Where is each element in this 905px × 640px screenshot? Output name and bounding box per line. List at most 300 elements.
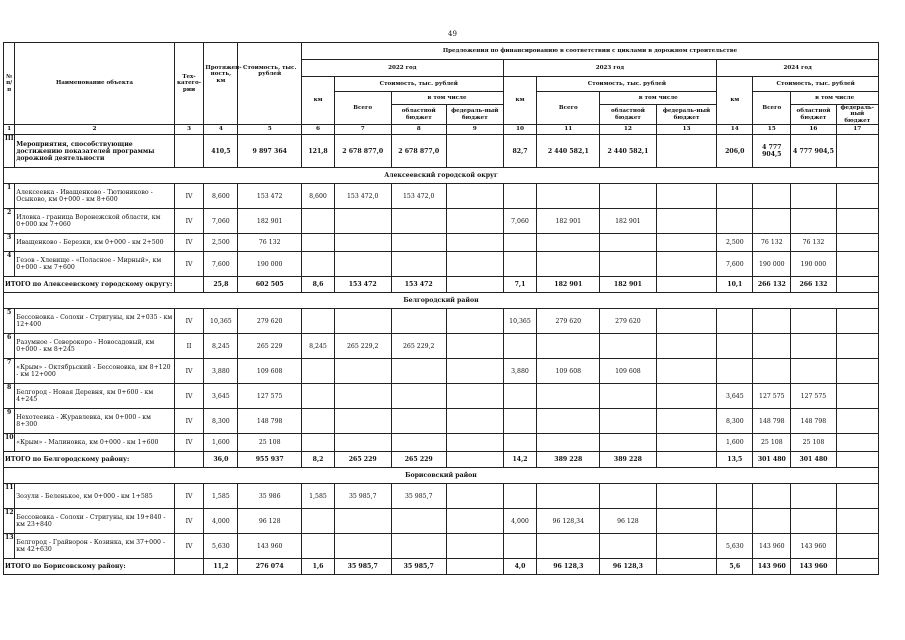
table-cell: [656, 359, 717, 384]
table-cell: [753, 209, 791, 234]
table-cell: [836, 359, 878, 384]
table-cell: 5,6: [717, 559, 753, 575]
table-cell: [447, 277, 504, 293]
table-cell: 3,645: [204, 384, 238, 409]
object-name: Разумное - Северокоро - Новосадовый, км 0+000 - км 8+245: [15, 334, 174, 359]
header-year-2022: 2022 год: [302, 60, 503, 77]
table-cell: 11,2: [204, 559, 238, 575]
table-cell: IV: [174, 359, 204, 384]
table-cell: [600, 534, 657, 559]
total-row: [4, 452, 879, 468]
table-cell: [302, 309, 335, 334]
table-cell: 301 480: [791, 452, 836, 468]
table-row: [4, 334, 879, 359]
table-cell: 265 229: [334, 452, 391, 468]
header-year-2024: 2024 год: [717, 60, 879, 77]
table-cell: [753, 309, 791, 334]
column-number: 3: [174, 125, 204, 135]
table-cell: [836, 452, 878, 468]
table-cell: [656, 135, 717, 168]
table-cell: [600, 252, 657, 277]
table-cell: [537, 252, 600, 277]
object-name: Алексеевка - Иващенково - Тютюниково - Осыково, км 0+000 - км 8+600: [15, 184, 174, 209]
table-cell: 2 440 582,1: [600, 135, 657, 168]
table-cell: [391, 234, 447, 252]
table-cell: 7,1: [503, 277, 537, 293]
table-cell: 1,6: [302, 559, 335, 575]
page-number: 49: [448, 30, 457, 38]
table-cell: [302, 209, 335, 234]
table-cell: [447, 334, 504, 359]
table-cell: [656, 277, 717, 293]
table-cell: [836, 135, 878, 168]
table-cell: [447, 559, 504, 575]
table-cell: [791, 309, 836, 334]
table-cell: 7,060: [503, 209, 537, 234]
table-cell: 25 108: [238, 434, 302, 452]
table-cell: 190 000: [791, 252, 836, 277]
header-regional-2023: областной бюджет: [600, 105, 657, 125]
table-cell: [656, 184, 717, 209]
table-cell: [791, 359, 836, 384]
table-cell: [600, 434, 657, 452]
column-number: 1: [4, 125, 15, 135]
table-cell: [656, 409, 717, 434]
table-cell: [836, 409, 878, 434]
table-cell: 35 985,7: [391, 559, 447, 575]
table-cell: [836, 384, 878, 409]
row-number: 1: [4, 184, 15, 209]
table-cell: [302, 409, 335, 434]
header-regional-2022: областной бюджет: [391, 105, 447, 125]
header-km-2023: км: [503, 77, 537, 125]
table-cell: [503, 534, 537, 559]
table-cell: IV: [174, 509, 204, 534]
table-cell: II: [174, 334, 204, 359]
header-cost-2022: Стоимость, тыс. рублей: [334, 77, 503, 92]
table-cell: 190 000: [753, 252, 791, 277]
table-cell: [503, 252, 537, 277]
table-cell: 76 132: [238, 234, 302, 252]
object-name: «Крым» - Малиновка, км 0+000 - км 1+600: [15, 434, 174, 452]
table-cell: 10,365: [204, 309, 238, 334]
table-cell: 7,600: [204, 252, 238, 277]
table-cell: 109 608: [537, 359, 600, 384]
table-cell: 82,7: [503, 135, 537, 168]
table-cell: [791, 209, 836, 234]
table-cell: 7,600: [717, 252, 753, 277]
table-cell: [447, 452, 504, 468]
table-cell: IV: [174, 252, 204, 277]
table-cell: 1,585: [204, 484, 238, 509]
table-cell: 206,0: [717, 135, 753, 168]
table-cell: [656, 309, 717, 334]
table-cell: 35 985,7: [334, 484, 391, 509]
table-cell: 127 575: [238, 384, 302, 409]
table-cell: [503, 184, 537, 209]
table-cell: [656, 209, 717, 234]
table-cell: 182 901: [600, 277, 657, 293]
row-number: 6: [4, 334, 15, 359]
table-cell: [334, 252, 391, 277]
table-cell: 8,245: [302, 334, 335, 359]
column-number: 6: [302, 125, 335, 135]
table-cell: 389 228: [537, 452, 600, 468]
table-cell: [600, 484, 657, 509]
table-cell: [174, 452, 204, 468]
table-cell: [717, 184, 753, 209]
row-number: 11: [4, 484, 15, 509]
table-cell: [836, 309, 878, 334]
column-numbers-row: [4, 125, 879, 135]
table-body: [4, 125, 879, 575]
table-cell: [600, 184, 657, 209]
table-cell: IV: [174, 209, 204, 234]
object-name: Нехотеевка - Журавлевка, км 0+000 - км 8+300: [15, 409, 174, 434]
table-cell: 148 798: [791, 409, 836, 434]
table-cell: 276 074: [238, 559, 302, 575]
table-cell: 279 620: [537, 309, 600, 334]
row-number: 13: [4, 534, 15, 559]
table-cell: 76 132: [791, 234, 836, 252]
column-number: 5: [238, 125, 302, 135]
table-cell: [537, 384, 600, 409]
header-proposals: Предложения по финансированию в соответствии с циклами в дорожном строительстве: [302, 43, 879, 60]
table-cell: [656, 434, 717, 452]
table-cell: [600, 334, 657, 359]
table-cell: 35 985,7: [391, 484, 447, 509]
table-cell: [447, 309, 504, 334]
table-cell: 4,000: [204, 509, 238, 534]
table-cell: 153 472,0: [334, 184, 391, 209]
table-cell: [753, 334, 791, 359]
table-cell: [717, 209, 753, 234]
table-cell: 25,8: [204, 277, 238, 293]
table-cell: [600, 409, 657, 434]
table-cell: 955 937: [238, 452, 302, 468]
table-cell: [753, 184, 791, 209]
table-cell: [174, 277, 204, 293]
table-cell: [656, 334, 717, 359]
table-cell: [656, 252, 717, 277]
table-row: [4, 384, 879, 409]
object-name: Белгород - Грайворон - Козинка, км 37+000 - км 42+630: [15, 534, 174, 559]
table-cell: 8,245: [204, 334, 238, 359]
column-number: 8: [391, 125, 447, 135]
header-incl-2024: в том числе: [791, 92, 879, 105]
table-cell: [447, 409, 504, 434]
table-cell: [753, 484, 791, 509]
total-row: [4, 559, 879, 575]
section-row: [4, 293, 879, 309]
table-cell: 127 575: [791, 384, 836, 409]
table-cell: [600, 384, 657, 409]
table-cell: [503, 409, 537, 434]
table-cell: [447, 434, 504, 452]
table-cell: 8,600: [204, 184, 238, 209]
table-cell: 96 128,3: [600, 559, 657, 575]
table-cell: 265 229: [238, 334, 302, 359]
table-cell: 153 472: [391, 277, 447, 293]
table-cell: [537, 184, 600, 209]
table-cell: 8,300: [204, 409, 238, 434]
table-cell: 389 228: [600, 452, 657, 468]
table-cell: 265 229,2: [334, 334, 391, 359]
table-cell: 36,0: [204, 452, 238, 468]
header-length: Протяжен-ность, км: [204, 43, 238, 125]
table-cell: [836, 277, 878, 293]
table-cell: 35 986: [238, 484, 302, 509]
table-cell: [174, 135, 204, 168]
table-cell: 109 608: [238, 359, 302, 384]
table-cell: [391, 534, 447, 559]
header-year-2023: 2023 год: [503, 60, 717, 77]
table-cell: 182 901: [238, 209, 302, 234]
table-cell: 121,8: [302, 135, 335, 168]
table-cell: [447, 484, 504, 509]
column-number: 12: [600, 125, 657, 135]
total-row: [4, 277, 879, 293]
table-cell: [503, 384, 537, 409]
table-cell: [334, 384, 391, 409]
table-row: [4, 309, 879, 334]
table-cell: 190 000: [238, 252, 302, 277]
table-cell: [836, 509, 878, 534]
column-number: 14: [717, 125, 753, 135]
table-cell: [447, 509, 504, 534]
table-cell: 143 960: [753, 534, 791, 559]
column-number: 16: [791, 125, 836, 135]
table-cell: [391, 309, 447, 334]
table-cell: 9 897 364: [238, 135, 302, 168]
table-cell: [717, 509, 753, 534]
table-cell: [791, 334, 836, 359]
table-cell: [656, 384, 717, 409]
row-number: 3: [4, 234, 15, 252]
column-number: 9: [447, 125, 504, 135]
table-cell: 14,2: [503, 452, 537, 468]
table-cell: [447, 209, 504, 234]
table-cell: [717, 484, 753, 509]
section-row: [4, 168, 879, 184]
table-cell: 265 229,2: [391, 334, 447, 359]
table-cell: [334, 209, 391, 234]
table-cell: 182 901: [537, 277, 600, 293]
header-category: Тех-катего-рии: [174, 43, 204, 125]
table-cell: [302, 234, 335, 252]
column-number: 15: [753, 125, 791, 135]
table-cell: 143 960: [238, 534, 302, 559]
table-cell: 266 132: [753, 277, 791, 293]
table-cell: [391, 434, 447, 452]
table-cell: 8,6: [302, 277, 335, 293]
header-federal-2023: федераль-ный бюджет: [656, 105, 717, 125]
table-cell: 2 678 877,0: [391, 135, 447, 168]
table-cell: 153 472,0: [391, 184, 447, 209]
table-cell: [600, 234, 657, 252]
header-total-2022: Всего: [334, 92, 391, 125]
table-cell: 153 472: [334, 277, 391, 293]
header-total-2024: Всего: [753, 92, 791, 125]
table-cell: [717, 309, 753, 334]
table-cell: [503, 334, 537, 359]
table-cell: IV: [174, 184, 204, 209]
table-cell: 96 128,34: [537, 509, 600, 534]
table-cell: [334, 409, 391, 434]
object-name: Бессоновка - Солохи - Стригуны, км 2+035 - км 12+400: [15, 309, 174, 334]
object-name: Бессоновка - Солохи - Стригуны, км 19+840 - км 23+840: [15, 509, 174, 534]
table-cell: [656, 484, 717, 509]
table-cell: 96 128,3: [537, 559, 600, 575]
table-cell: [656, 559, 717, 575]
row-number: 8: [4, 384, 15, 409]
table-cell: 10,1: [717, 277, 753, 293]
table-cell: [302, 359, 335, 384]
table-cell: IV: [174, 309, 204, 334]
table-cell: [753, 509, 791, 534]
table-cell: 182 901: [537, 209, 600, 234]
table-cell: 4 777 904,5: [791, 135, 836, 168]
table-cell: [391, 359, 447, 384]
table-cell: 143 960: [753, 559, 791, 575]
table-cell: 7,060: [204, 209, 238, 234]
table-cell: IV: [174, 409, 204, 434]
column-number: 4: [204, 125, 238, 135]
table-cell: [447, 359, 504, 384]
table-cell: 5,630: [204, 534, 238, 559]
header-name: Наименование объекта: [15, 43, 174, 125]
table-cell: 148 798: [753, 409, 791, 434]
table-cell: [836, 334, 878, 359]
row-number: 7: [4, 359, 15, 384]
section-title: Белгородский район: [4, 293, 879, 309]
table-cell: 266 132: [791, 277, 836, 293]
table-cell: [302, 252, 335, 277]
table-cell: [537, 334, 600, 359]
column-number: 10: [503, 125, 537, 135]
header-cost: Стоимость, тыс. рублей: [238, 43, 302, 125]
table-cell: 1,600: [717, 434, 753, 452]
table-cell: IV: [174, 384, 204, 409]
table-cell: 153 472: [238, 184, 302, 209]
table-cell: [447, 135, 504, 168]
table-cell: 25 108: [791, 434, 836, 452]
table-cell: [656, 234, 717, 252]
table-cell: [836, 559, 878, 575]
table-cell: [334, 509, 391, 534]
header-total-2023: Всего: [537, 92, 600, 125]
table-cell: [836, 252, 878, 277]
table-cell: [334, 359, 391, 384]
table-cell: 96 128: [238, 509, 302, 534]
table-cell: [447, 184, 504, 209]
section-row: [4, 468, 879, 484]
header-incl-2023: в том числе: [600, 92, 717, 105]
object-name: Иващенково - Березки, км 0+000 - км 2+500: [15, 234, 174, 252]
table-cell: IV: [174, 484, 204, 509]
table-cell: 1,600: [204, 434, 238, 452]
table-cell: [302, 434, 335, 452]
table-cell: 301 480: [753, 452, 791, 468]
header-cost-2024: Стоимость, тыс. рублей: [753, 77, 879, 92]
column-number: 2: [15, 125, 174, 135]
header-regional-2024: областной бюджет: [791, 105, 836, 125]
table-cell: 5,630: [717, 534, 753, 559]
row-number: 5: [4, 309, 15, 334]
table-cell: 10,365: [503, 309, 537, 334]
table-cell: 279 620: [238, 309, 302, 334]
table-cell: IV: [174, 434, 204, 452]
table-cell: 8,600: [302, 184, 335, 209]
object-name: Иловка - граница Воронежской области, км 0+000 км 7+060: [15, 209, 174, 234]
object-name: Мероприятия, способствующие достижению показателей программы дорожной деятельности: [15, 135, 174, 168]
table-cell: [391, 384, 447, 409]
column-number: 11: [537, 125, 600, 135]
table-cell: 8,300: [717, 409, 753, 434]
table-cell: [503, 234, 537, 252]
table-cell: [391, 409, 447, 434]
table-row: [4, 234, 879, 252]
table-cell: [836, 234, 878, 252]
column-number: 17: [836, 125, 878, 135]
object-name: «Крым» - Октябрьский - Бессоновка, км 8+120 - км 12+000: [15, 359, 174, 384]
table-cell: IV: [174, 534, 204, 559]
table-cell: [836, 434, 878, 452]
table-cell: 127 575: [753, 384, 791, 409]
table-cell: 35 985,7: [334, 559, 391, 575]
table-cell: [334, 309, 391, 334]
table-cell: [391, 252, 447, 277]
total-label: ИТОГО по Борисовскому району:: [4, 559, 175, 575]
table-cell: 3,880: [204, 359, 238, 384]
row-number: 4: [4, 252, 15, 277]
table-cell: [334, 434, 391, 452]
table-cell: [836, 484, 878, 509]
table-cell: [174, 559, 204, 575]
table-row: [4, 434, 879, 452]
table-cell: [656, 452, 717, 468]
table-cell: 2,500: [717, 234, 753, 252]
header-federal-2024: федераль-ный бюджет: [836, 105, 878, 125]
row-number: 10: [4, 434, 15, 452]
row-number: III: [4, 135, 15, 168]
table-cell: 410,5: [204, 135, 238, 168]
table-cell: [334, 234, 391, 252]
table-cell: 13,5: [717, 452, 753, 468]
table-row: [4, 184, 879, 209]
table-cell: [836, 184, 878, 209]
table-cell: 2,500: [204, 234, 238, 252]
table-cell: [537, 484, 600, 509]
table-cell: [447, 234, 504, 252]
table-cell: 148 798: [238, 409, 302, 434]
table-row: [4, 509, 879, 534]
table-cell: 4,000: [503, 509, 537, 534]
column-number: 7: [334, 125, 391, 135]
table-cell: 25 108: [753, 434, 791, 452]
table-cell: [791, 509, 836, 534]
object-name: Белгород - Новая Деревня, км 0+600 - км 4+245: [15, 384, 174, 409]
table-cell: 279 620: [600, 309, 657, 334]
object-name: Гезов - Хлевище - «Поласное - Мирный», км 0+000 - км 7+600: [15, 252, 174, 277]
table-row: [4, 484, 879, 509]
table-cell: 8,2: [302, 452, 335, 468]
table-cell: 143 960: [791, 534, 836, 559]
table-cell: 4,0: [503, 559, 537, 575]
table-cell: [503, 484, 537, 509]
section-title: Борисовский район: [4, 468, 879, 484]
header-cost-2023: Стоимость, тыс. рублей: [537, 77, 717, 92]
